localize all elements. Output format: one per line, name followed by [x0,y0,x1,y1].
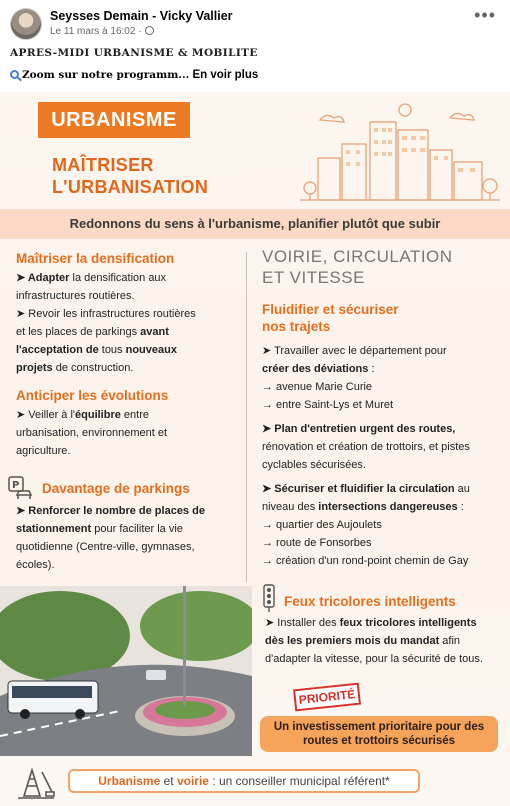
post-date[interactable]: Le 11 mars à 16:02 · [50,26,142,37]
heading-feux: Feux tricolores intelligents [284,594,456,609]
slogan-text: Redonnons du sens à l'urbanisme, planifier plutôt que subir [69,216,441,231]
more-options-button[interactable]: ••• [474,5,496,25]
traffic-light-icon [262,584,276,612]
voirie-title: VOIRIE, CIRCULATION ET VITESSE [262,247,453,287]
priority-stamp: PRIORITÉ [293,683,361,712]
avatar[interactable] [10,8,42,40]
investment-box: Un investissement prioritaire pour des routes et trottoirs sécurisés [260,716,498,752]
urbanisme-badge: URBANISME [38,102,190,138]
see-more-link[interactable]: En voir plus [192,69,259,81]
globe-icon [145,26,154,35]
parking-icon [8,476,34,502]
heading-densification: Maîtriser la densification [16,251,175,266]
heading-evolutions: Anticiper les évolutions [16,388,169,403]
post-image[interactable] [0,92,510,806]
heading-parkings: Davantage de parkings [42,481,190,496]
heading-fluidifier: Fluidifier et sécuriser nos trajets [262,302,399,334]
referent-box: Urbanisme et voirie : un conseiller municipal référent* [68,769,420,793]
post-text-line1: APRES-MIDI URBANISME & MOBILITE [10,47,258,59]
magnifier-icon [10,70,19,79]
slogan-banner [0,209,510,239]
densification-text: ➤ Adapter la densification aux infrastructures routières. ➤ Revoir les infrastructures routières et les places de parkings avant l'acceptation de tous nouveaux projets de construction. [16,272,196,374]
post-text-line2 [10,69,258,81]
post-meta [50,26,154,37]
parkings-text: ➤ Renforcer le nombre de places de stationnement pour faciliter la vie quotidienne (Centre-ville, gymnases, écoles). [16,505,205,571]
column-divider [246,252,247,582]
post-header [0,0,510,42]
poster-title-line1: MAÎTRISER [52,155,154,175]
svg-text:P: P [12,480,20,491]
fluidifier-text: ➤ Travailler avec le département pour créer des déviations : → avenue Marie Curie → entre Saint-Lys et Muret ➤ Plan d'entretien urgent des routes, rénovation et création de trottoirs, et pistes cyclables sécurisées. ➤ Sécuriser et fluidifier la circulation au niveau des intersections dangereuses : → quartier des Aujoulets → route de Fonsorbes → création d'un rond-point chemin de Gay [262,345,470,567]
post-zoom-text: Zoom sur notre programm... [22,69,190,81]
poster-title [52,154,208,198]
poster-title-line2: L'URBANISATION [52,177,209,197]
feux-text: ➤ Installer des feux tricolores intelligents dès les premiers mois du mandat afin d'adapter la vitesse, pour la sécurité de tous. [265,617,483,665]
city-illustration [300,100,500,205]
roundabout-photo [0,586,252,756]
post-author[interactable]: Seysses Demain - Vicky Vallier [50,9,233,23]
evolutions-text: ➤ Veiller à l'équilibre entre urbanisation, environnement et agriculture. [16,409,168,457]
road-works-icon [16,762,56,802]
